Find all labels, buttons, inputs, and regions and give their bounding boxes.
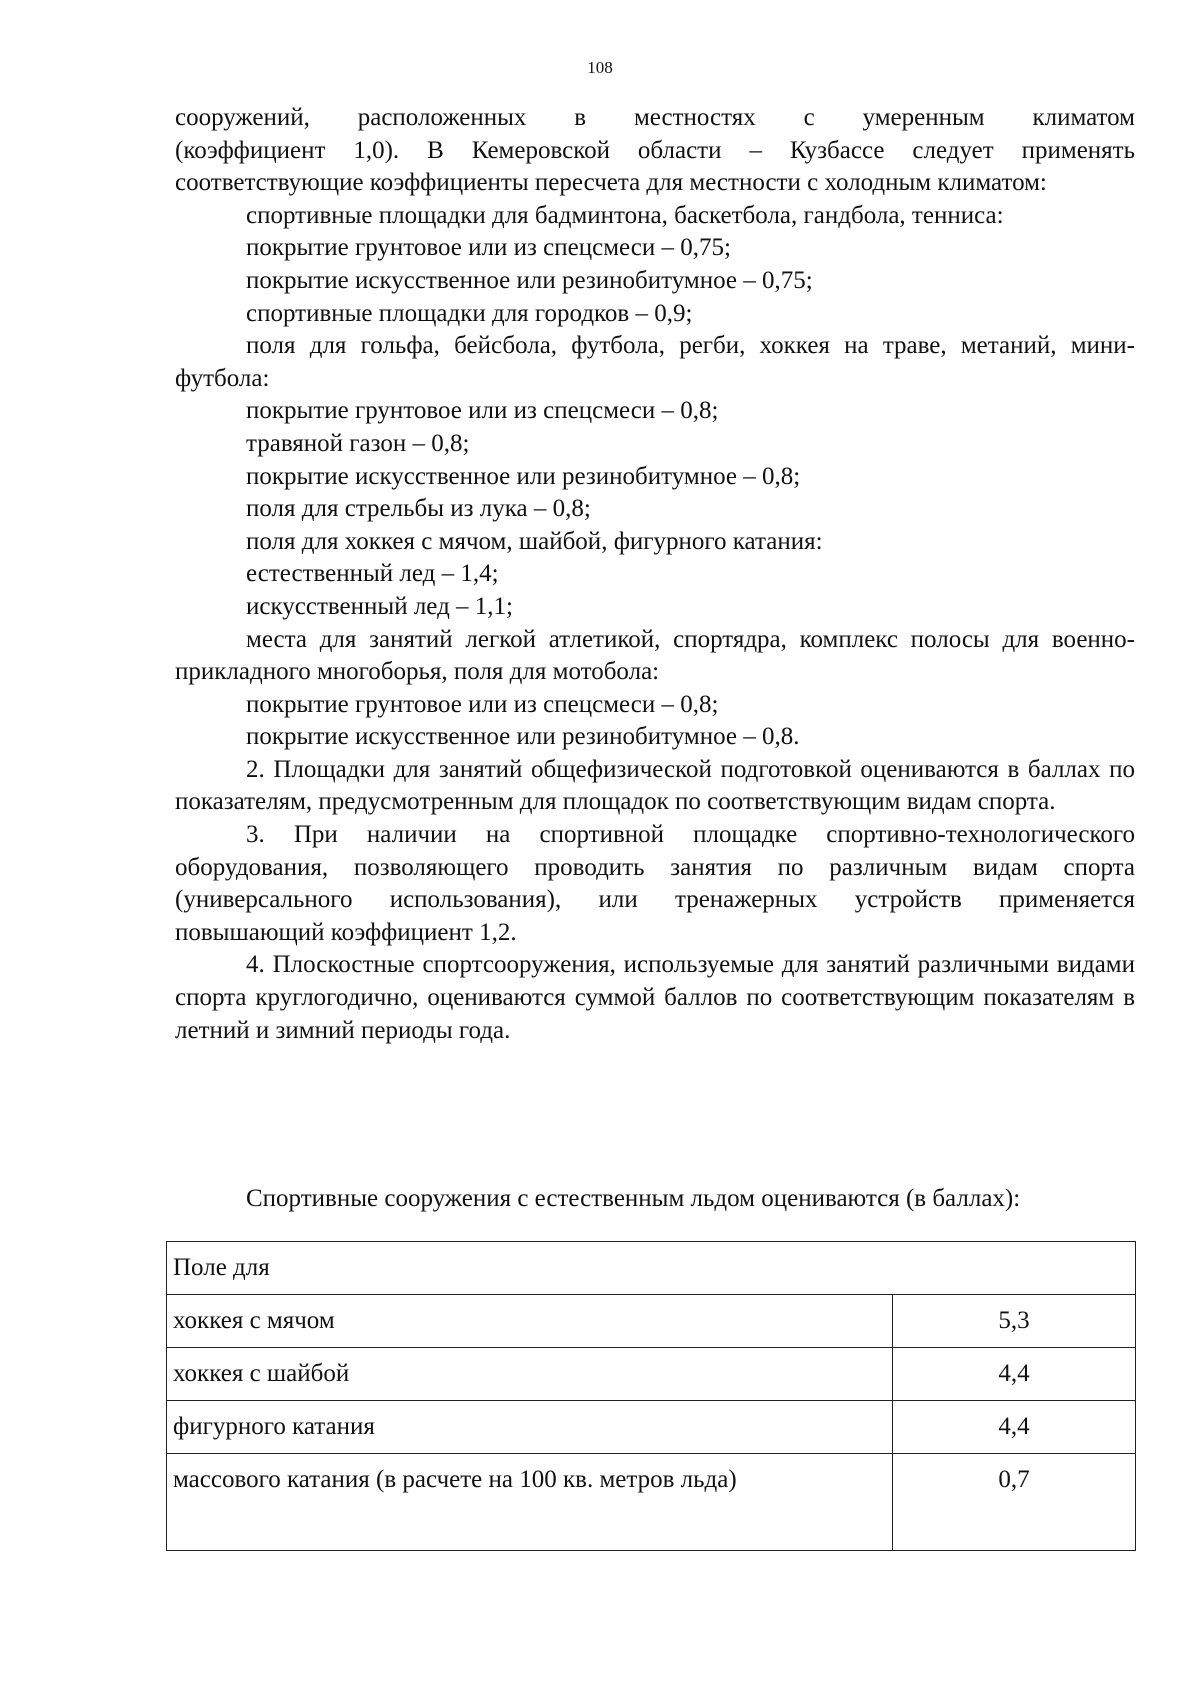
paragraph: покрытие искусственное или резинобитумное – 0,8. bbox=[246, 723, 800, 751]
row-value: 5,3 bbox=[893, 1295, 1136, 1348]
paragraph: поля для хоккея с мячом, шайбой, фигурного катания: bbox=[246, 527, 823, 555]
paragraph: 2. Площадки для занятий общефизической подготовкой оцениваются в баллах по показателям, предусмотренным для площадок по соответствующим видам спорта. bbox=[175, 755, 1135, 816]
table-row bbox=[167, 1295, 1136, 1348]
paragraph: покрытие искусственное или резинобитумное – 0,75; bbox=[246, 266, 813, 294]
table-header-cell: Поле для bbox=[167, 1242, 1136, 1295]
paragraph: 4. Плоскостные спортсооружения, используемые для занятий различными видами спорта круглогодично, оцениваются суммой баллов по соответствующим показателям в летний и зимний периоды года. bbox=[175, 951, 1135, 1044]
paragraph: естественный лед – 1,4; bbox=[246, 560, 499, 588]
paragraph: сооружений, расположенных в местностях с умеренным климатом bbox=[175, 104, 1135, 131]
paragraph: покрытие искусственное или резинобитумное – 0,8; bbox=[246, 462, 801, 490]
table-row bbox=[167, 1454, 1136, 1551]
paragraph: поля для стрельбы из лука – 0,8; bbox=[246, 495, 591, 523]
row-label: массового катания (в расчете на 100 кв. метров льда) bbox=[167, 1454, 893, 1551]
row-label: фигурного катания bbox=[167, 1401, 893, 1454]
row-value: 4,4 bbox=[893, 1348, 1136, 1401]
paragraph: спортивные площадки для бадминтона, баскетбола, гандбола, тенниса: bbox=[246, 201, 1004, 229]
paragraph: травяной газон – 0,8; bbox=[246, 429, 470, 457]
paragraph: покрытие грунтовое или из спецсмеси – 0,8; bbox=[246, 690, 719, 718]
paragraph: места для занятий легкой атлетикой, спортядра, комплекс полосы для военно-прикладного многоборья, поля для мотобола: bbox=[175, 625, 1135, 686]
paragraph: покрытие грунтовое или из спецсмеси – 0,75; bbox=[246, 234, 731, 262]
paragraph: 3. При наличии на спортивной площадке спортивно-технологического оборудования, позволяющего проводить занятия по различным видам спорта (универсального использования), или тренажерных устройств применяется повышающий коэффициент 1,2. bbox=[175, 821, 1135, 946]
table-header-row bbox=[167, 1242, 1136, 1295]
row-value: 4,4 bbox=[893, 1401, 1136, 1454]
paragraph: искусственный лед – 1,1; bbox=[246, 592, 513, 620]
paragraph: покрытие грунтовое или из спецсмеси – 0,8; bbox=[246, 397, 719, 425]
table-caption: Спортивные сооружения с естественным льдом оцениваются (в баллах): bbox=[246, 1185, 1021, 1212]
paragraph: поля для гольфа, бейсбола, футбола, регби, хоккея на траве, метаний, мини-футбола: bbox=[175, 332, 1135, 392]
table-row bbox=[167, 1348, 1136, 1401]
ice-scores-table bbox=[166, 1241, 1136, 1551]
row-value: 0,7 bbox=[893, 1454, 1136, 1551]
paragraph: (коэффициент 1,0). В Кемеровской области – Кузбассе следует применять соответствующие коэффициенты пересчета для местности с холодным климатом: bbox=[175, 136, 1135, 197]
page-number: 108 bbox=[587, 58, 613, 77]
paragraph: спортивные площадки для городков – 0,9; bbox=[246, 299, 693, 327]
table-row bbox=[167, 1401, 1136, 1454]
body-text bbox=[175, 102, 1135, 1047]
row-label: хоккея с шайбой bbox=[167, 1348, 893, 1401]
row-label: хоккея с мячом bbox=[167, 1295, 893, 1348]
